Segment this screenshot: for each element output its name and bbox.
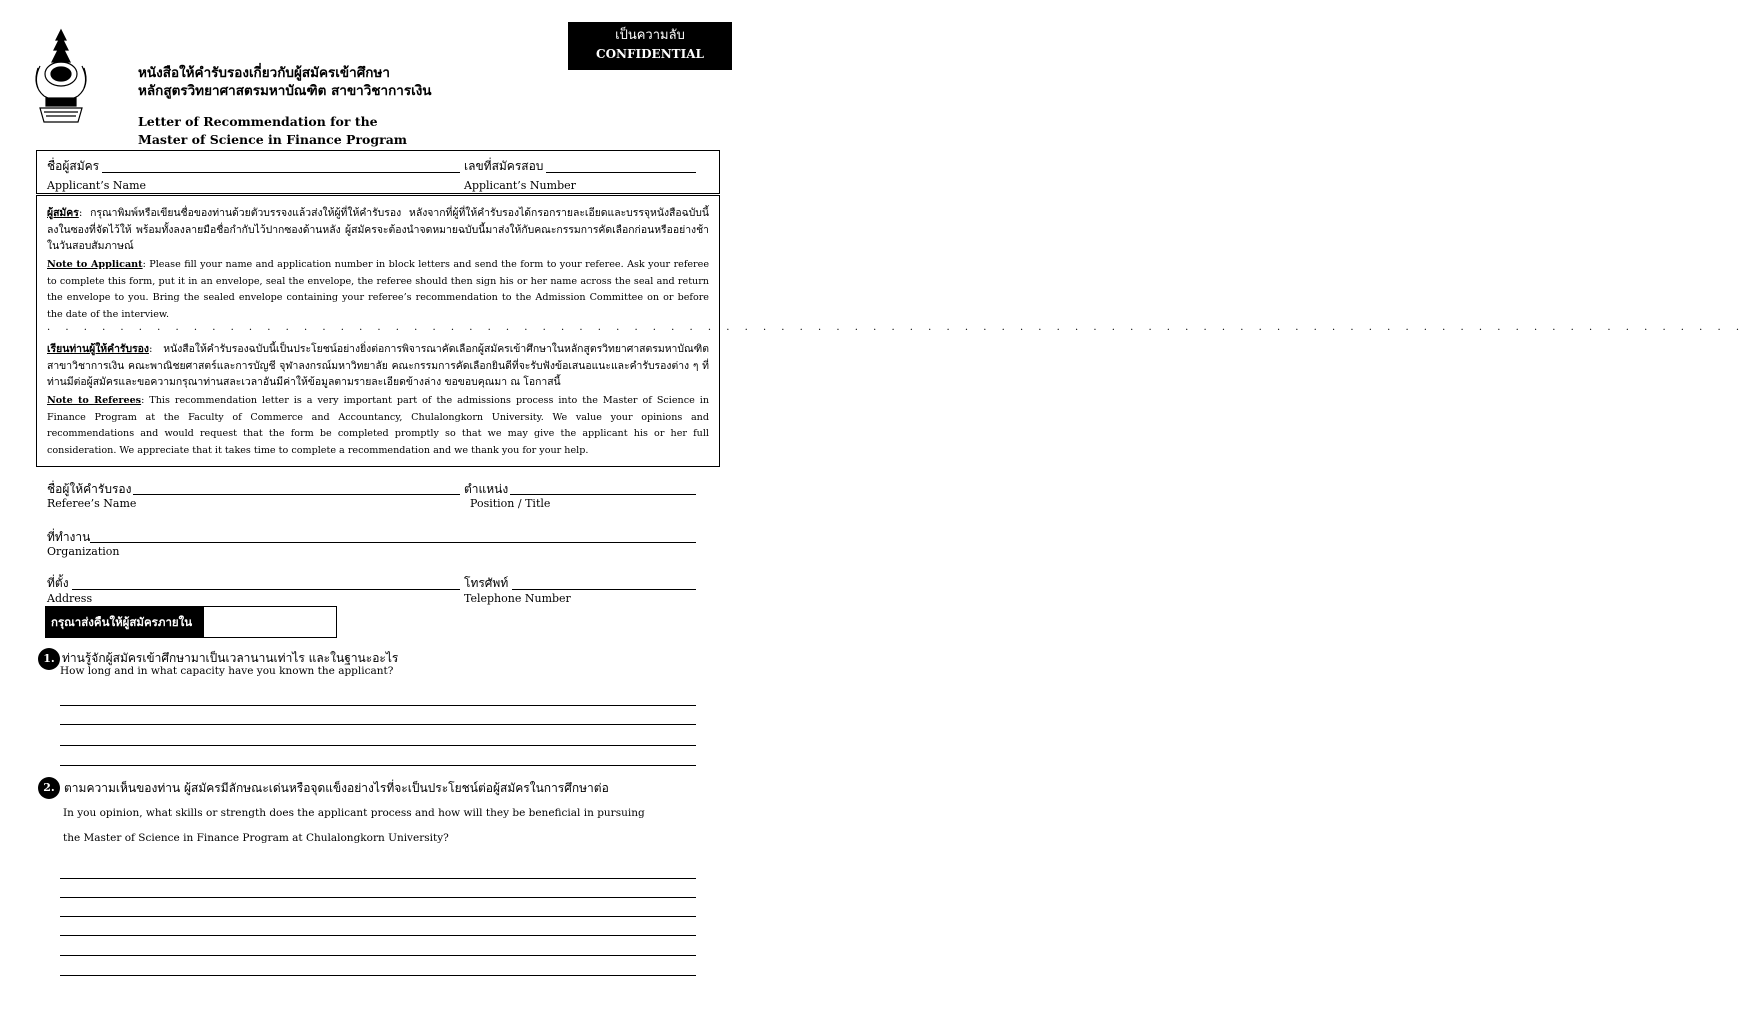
title-thai-line-1: หนังสือให้คำรับรองเกี่ยวกับผู้สมัครเข้าศึกษา: [138, 65, 390, 81]
address-field[interactable]: [72, 589, 460, 590]
address-label-th: ที่ตั้ง: [47, 576, 69, 590]
return-notice-label: กรุณาส่งคืนให้ผู้สมัครภายใน: [46, 607, 204, 637]
question-2-en-line-2: the Master of Science in Finance Program at Chulalongkorn University?: [63, 832, 449, 844]
title-english-line-2: Master of Science in Finance Program: [138, 132, 408, 147]
question-1-number: 1.: [38, 648, 60, 670]
question-2-en-line-1: In you opinion, what skills or strength does the applicant process and how will they be beneficial in pursuing: [63, 807, 645, 819]
question-1-en: How long and in what capacity have you known the applicant?: [60, 665, 394, 677]
telephone-field[interactable]: [512, 589, 696, 590]
note-applicant-th-head: ผู้สมัคร: [47, 207, 79, 219]
question-2-th: ตามความเห็นของท่าน ผู้สมัครมีลักษณะเด่นหรือจุดแข็งอย่างไรที่จะเป็นประโยชน์ต่อผู้สมัครในการศึกษาต่อ: [64, 781, 609, 795]
telephone-label-th: โทรศัพท์: [464, 576, 509, 590]
organization-label-th: ที่ทำงาน: [47, 530, 91, 544]
referee-name-label-th: ชื่อผู้ให้คำรับรอง: [47, 482, 132, 496]
return-date-field[interactable]: [206, 608, 334, 636]
dotted-separator: . . . . . . . . . . . . . . . . . . . . . . . . . . . . . . . . . . . . . . . . . . . . . . . . . . . . . . . . . . . . . . . . . . . . . . . . . . . . . . . . . . . . . . . . . . . . .: [47, 322, 1745, 333]
question-1-answer-line[interactable]: [60, 765, 696, 766]
note-applicant-en-body: : Please fill your name and application number in block letters and send the form to your referee. Ask your referee to complete this form, put it in an envelope, seal the envelope, the referee should then sign his or her name across the seal and return the envelope to you. Bring the sealed envelope containing your referee’s recommendation to the Admission Committee on or before the date of the interview.: [47, 259, 709, 320]
title-english-line-1: Letter of Recommendation for the: [138, 114, 378, 129]
note-referee-en-head: Note to Referees: [47, 395, 142, 406]
applicant-name-label-th: ชื่อผู้สมัคร: [47, 159, 100, 173]
question-2-answer-line[interactable]: [60, 975, 696, 976]
referee-position-label-th: ตำแหน่ง: [464, 482, 509, 496]
note-applicant-th-body: : กรุณาพิมพ์หรือเขียนชื่อของท่านด้วยตัวบรรจงแล้วส่งให้ผู้ที่ให้คำรับรอง หลังจากที่ผู้ที่ให้คำรับรองได้กรอกรายละเอียดและบรรจุหนังสือฉบับนี้ลงในซองที่จัดไว้ให้ พร้อมทั้งลงลายมือชื่อกำกับไว้ปากซองด้านหลัง ผู้สมัครจะต้องนำจดหมายฉบับนี้มาส่งให้กับคณะกรรมการคัดเลือกก่อนหรืออย่างช้าในวันสอบสัมภาษณ์: [47, 207, 709, 252]
question-2-number: 2.: [38, 777, 60, 799]
note-applicant-en-head: Note to Applicant: [47, 259, 143, 270]
note-referee-en: [47, 393, 709, 459]
note-applicant-en: [47, 257, 709, 323]
question-2-answer-line[interactable]: [60, 878, 696, 879]
referee-position-field[interactable]: [510, 494, 696, 495]
title-thai: [138, 64, 432, 100]
applicant-number-label-en: Applicant’s Number: [464, 179, 576, 192]
question-1-th: ท่านรู้จักผู้สมัครเข้าศึกษามาเป็นเวลานานเท่าไร และในฐานะอะไร: [62, 651, 399, 665]
applicant-number-field[interactable]: [546, 172, 696, 173]
note-referee-th-body: : หนังสือให้คำรับรองฉบับนี้เป็นประโยชน์อย่างยิ่งต่อการพิจารณาคัดเลือกผู้สมัครเข้าศึกษาในหลักสูตรวิทยาศาสตรมหาบัณฑิต สาขาวิชาการเงิน คณะพาณิชยศาสตร์และการบัญชี จุฬาลงกรณ์มหาวิทยาลัย คณะกรรมการคัดเลือกยินดีที่จะรับฟังข้อเสนอแนะและคำรับรองต่าง ๆ ที่ท่านมีต่อผู้สมัครและขอความกรุณาท่านสละเวลาอันมีค่าให้ข้อมูลตามรายละเอียดข้างล่าง ขอขอบคุณมา ณ โอกาสนี้: [47, 343, 709, 388]
title-english: [138, 113, 407, 149]
question-2-answer-line[interactable]: [60, 955, 696, 956]
note-referee-th-head: เรียนท่านผู้ให้คำรับรอง: [47, 343, 149, 355]
referee-name-field[interactable]: [133, 494, 460, 495]
organization-field[interactable]: [90, 542, 696, 543]
applicant-name-label-en: Applicant’s Name: [47, 179, 147, 192]
applicant-number-label-th: เลขที่สมัครสอบ: [464, 159, 544, 173]
applicant-name-field[interactable]: [102, 172, 460, 173]
referee-position-label-en: Position / Title: [470, 497, 551, 510]
note-applicant-th: [47, 205, 709, 255]
organization-label-en: Organization: [47, 545, 120, 558]
address-label-en: Address: [47, 592, 93, 605]
question-2-answer-line[interactable]: [60, 935, 696, 936]
note-referee-th: [47, 341, 709, 391]
question-1-answer-line[interactable]: [60, 724, 696, 725]
question-2-answer-line[interactable]: [60, 897, 696, 898]
question-1-answer-line[interactable]: [60, 745, 696, 746]
telephone-label-en: Telephone Number: [464, 592, 571, 605]
referee-name-label-en: Referee’s Name: [47, 497, 137, 510]
note-referee-en-body: : This recommendation letter is a very important part of the admissions process into the Master of Science in Finance Program at the Faculty of Commerce and Accountancy, Chulalongkorn University. We value your opinions and recommendations and would request that the form be completed promptly so that we may give the applicant his or her full consideration. We appreciate that it takes time to complete a recommendation and we thank you for your help.: [47, 395, 709, 456]
question-1-answer-line[interactable]: [60, 705, 696, 706]
confidential-th: เป็นความลับ: [615, 28, 685, 43]
confidential-badge: [568, 22, 732, 70]
question-2-answer-line[interactable]: [60, 916, 696, 917]
confidential-en: CONFIDENTIAL: [596, 47, 704, 61]
title-thai-line-2: หลักสูตรวิทยาศาสตรมหาบัณฑิต สาขาวิชาการเงิน: [138, 83, 432, 99]
university-seal-icon: [30, 26, 92, 126]
